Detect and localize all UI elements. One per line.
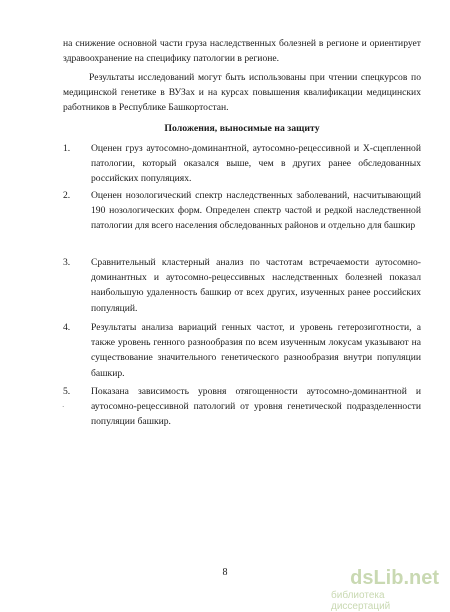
list-item-text: Сравнительный кластерный анализ по частотам встречаемости аутосомно-доминантных и аутосомно-рецессивных наследственных болезней показал наибольшую удаленность башкир от всех других, изученных ранее российских популяций. — [91, 257, 421, 314]
list-item-text: Оценен нозологический спектр наследственных заболеваний, насчитывающий 190 нозологических форм. Определен спектр частой и редкой наследственной патологии для всего населения обследованных районов и отдельно для башкир — [91, 190, 421, 232]
list-item-number: 2. — [63, 190, 71, 201]
list-item-text: Результаты анализа вариаций генных частот, и уровень гетерозиготности, а также уровень генного разнообразия по всем изученным локусам указывают на существование значительного генетического разнообразия внутри популяции башкир. — [91, 322, 421, 379]
list-item-number: 1. — [63, 143, 71, 154]
stray-mark: · — [62, 403, 65, 411]
list-item-number: 5. — [63, 386, 71, 397]
intro-paragraph-2: Результаты исследований могут быть использованы при чтении спецкурсов по медицинской генетике в ВУЗах и на курсах повышения квалификации медицинских работников в Республике Башкортостан. — [63, 72, 421, 114]
list-item-number: 4. — [63, 322, 71, 333]
list-item-text: Оценен груз аутосомно-доминантной, аутосомно-рецессивной и X-сцепленной патологии, который оказался выше, чем в других ранее обследованных российских популяциях. — [91, 143, 421, 185]
watermark — [331, 567, 443, 612]
list-item-text: Показана зависимость уровня отягощенности аутосомно-доминантной и аутосомно-рецессивной патологий от уровня генетической подразделенности популяции башкир. — [91, 386, 421, 428]
watermark-subtitle: библиотека диссертаций — [331, 590, 391, 612]
section-heading: Положения, выносимые на защиту — [164, 123, 320, 134]
intro-paragraph-1: на снижение основной части груза наследственных болезней в регионе и ориентирует здравоохранение на специфику патологии в регионе. — [63, 38, 421, 65]
page-number: 8 — [222, 567, 228, 578]
list-item-number: 3. — [63, 257, 71, 268]
watermark-logo: dsLib.net — [350, 567, 439, 589]
